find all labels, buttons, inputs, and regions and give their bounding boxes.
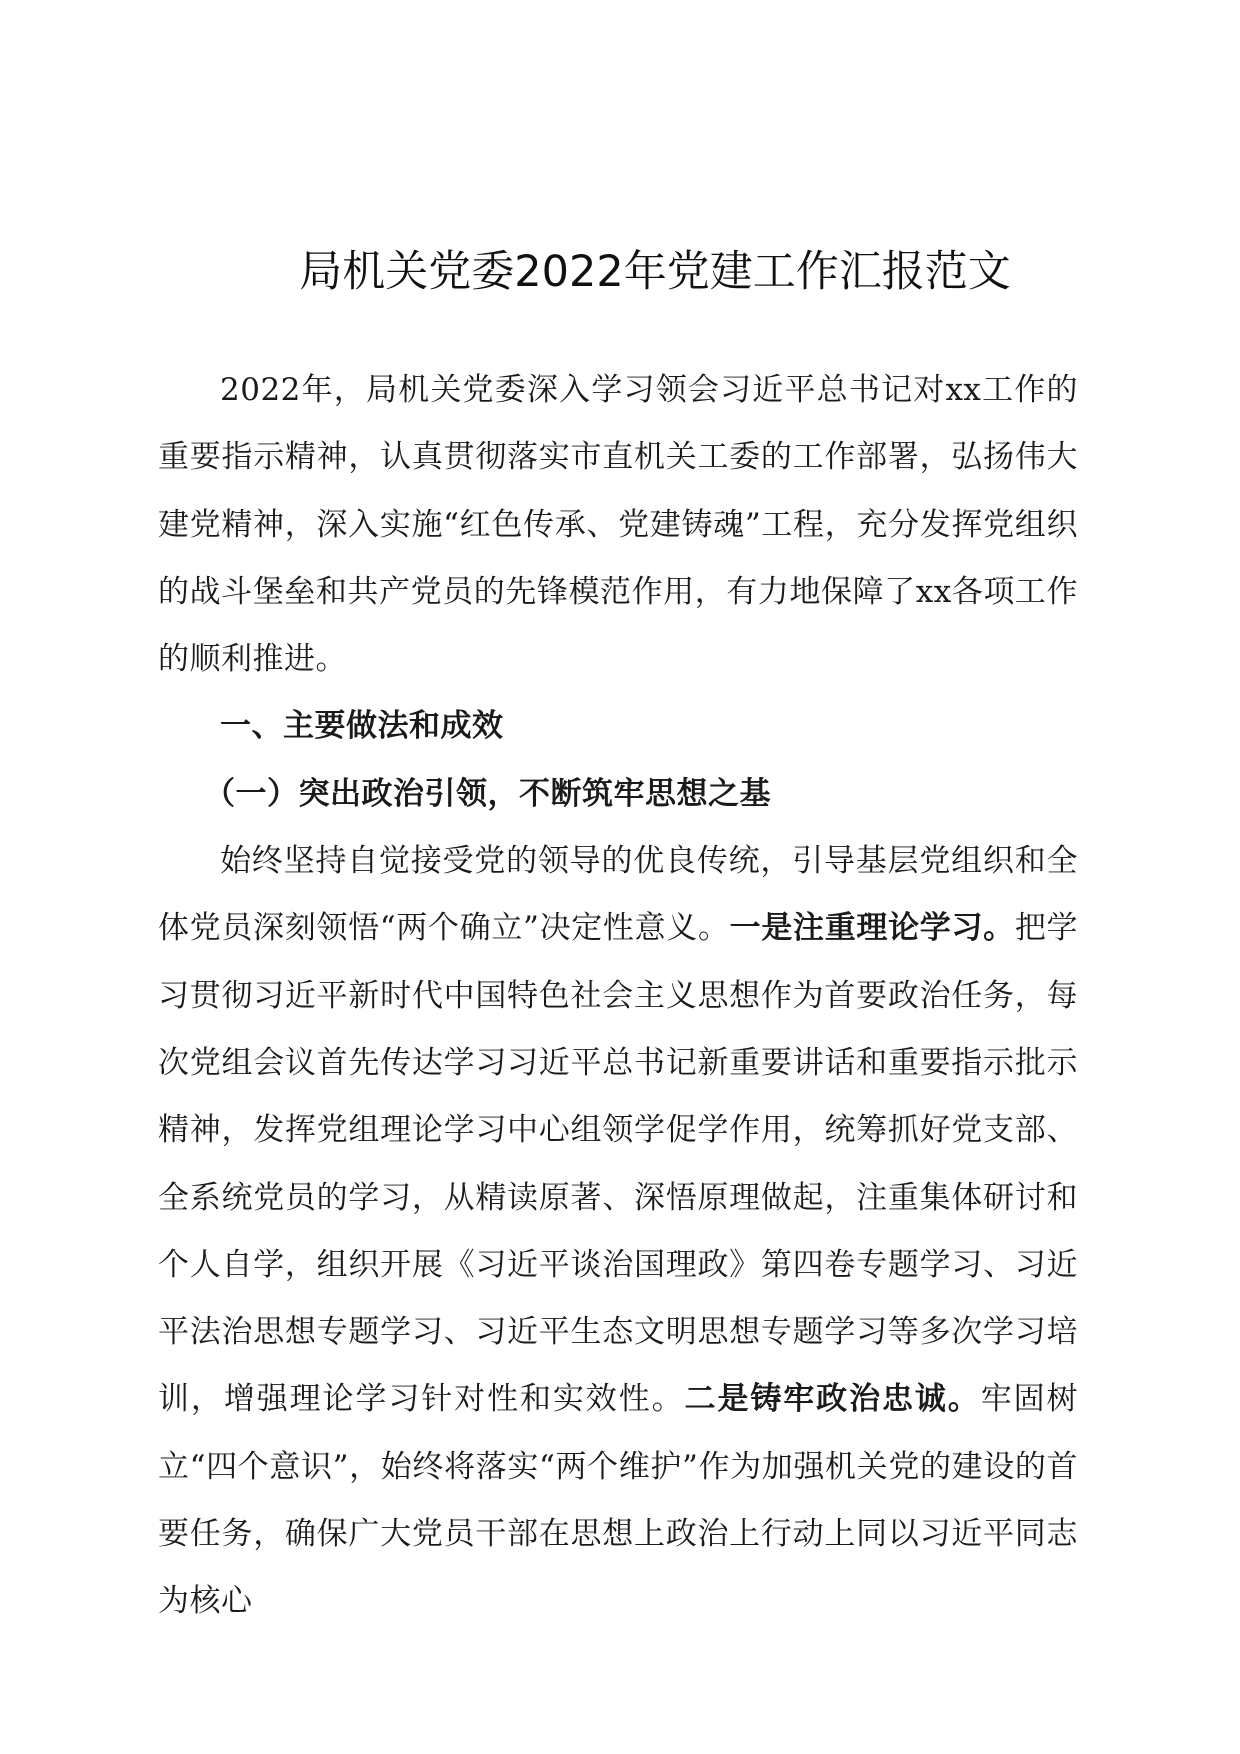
lead-phrase-2: 二是铸牢政治忠诚。 bbox=[684, 1381, 981, 1418]
paragraph-text-1: 始终坚持自觉接受党的领导的优良传统，引导基层党组织和全体党员深刻领悟“两个确立”决定性意义。 bbox=[158, 843, 1078, 947]
lead-phrase-1: 一是注重理论学习。 bbox=[729, 910, 1015, 947]
subsection-heading: （一）突出政治引领，不断筑牢思想之基 bbox=[204, 775, 771, 812]
section-heading: 一、主要做法和成效 bbox=[220, 708, 504, 745]
paragraph-text-2: 把学习贯彻习近平新时代中国特色社会主义思想作为首要政治任务，每次党组会议首先传达学习习近平总书记新重要讲话和重要指示批示精神，发挥党组理论学习中心组领学促学作用，统筹抓好党支部、全系统党员的学习，从精读原著、深悟原理做起，注重集体研讨和个人自学，组织开展《习近平谈治国理政》第四卷专题学习、习近平法治思想专题学习、习近平生态文明思想专题学习等多次学习培训，增强理论学习针对性和实效性。 bbox=[158, 910, 1079, 1418]
intro-paragraph: 2022年，局机关党委深入学习领会习近平总书记对xx工作的重要指示精神，认真贯彻落实市直机关工委的工作部署，弘扬伟大建党精神，深入实施“红色传承、党建铸魂”工程，充分发挥党组织的战斗堡垒和共产党员的先锋模范作用，有力地保障了xx各项工作的顺利推进。 bbox=[158, 372, 1078, 678]
body-paragraph bbox=[158, 828, 1078, 1636]
paragraph-text-3: 牢固树立“四个意识”，始终将落实“两个维护”作为加强机关党的建设的首要任务，确保广大党员干部在思想上政治上行动上同以习近平同志为核心 bbox=[158, 1381, 1079, 1620]
document-body bbox=[158, 357, 1078, 1636]
document-title: 局机关党委2022年党建工作汇报范文 bbox=[299, 247, 1011, 297]
